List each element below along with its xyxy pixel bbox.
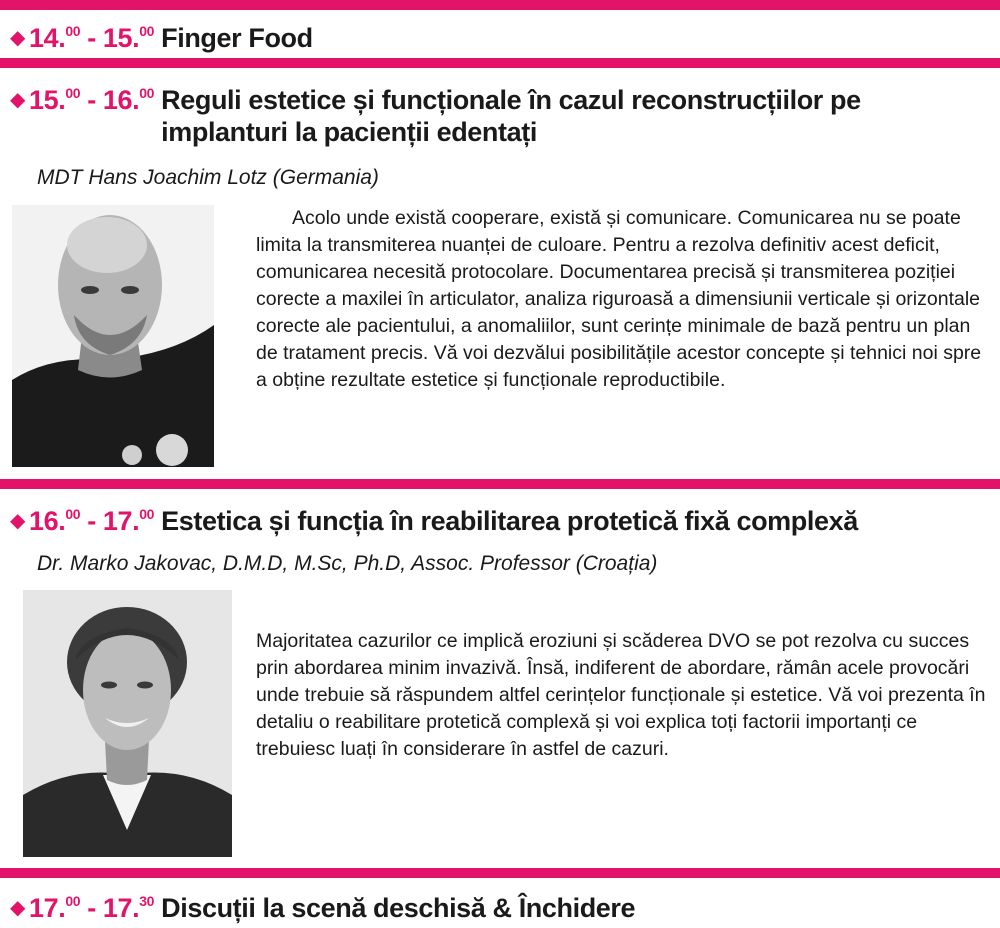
session-time: 16.00 - 17.00 [28, 506, 155, 536]
session-time: 14.00 - 15.00 [28, 23, 155, 53]
session-header [10, 22, 990, 54]
speaker-name: Dr. Marko Jakovac, D.M.D, M.Sc, Ph.D, Assoc. Professor (Croația) [37, 552, 658, 575]
divider-rule [0, 58, 1000, 68]
divider-rule [0, 0, 1000, 10]
diamond-icon: ◆ [10, 897, 25, 919]
divider-rule [0, 479, 1000, 489]
diamond-icon: ◆ [10, 89, 25, 111]
session-description: Acolo unde există cooperare, există și comunicare. Comunicarea nu se poate limita la transmiterea nuanței de culoare. Pentru a rezolva definitiv acest deficit, comunicarea necesită protocolare. Documentarea precisă și transmiterea poziției corecte a maxilei în articulator, analiza riguroasă a dimensiunii verticale și orizontale corecte ale pacientului, a anomaliilor, sunt cerințe minimale de bază pentru un plan de tratament precis. Vă voi dezvălui posibilitățile acestor concepte și tehnici noi spre a obține rezultate estetice și funcționale reproductibile. [256, 207, 982, 391]
session-title: Estetica și funcția în reabilitarea protetică fixă complexă [161, 506, 858, 536]
session-time: 15.00 - 16.00 [28, 85, 155, 115]
session-title-line: Reguli estetice și funcționale în cazul reconstrucțiilor pe [161, 85, 861, 115]
session-title-line: implanturi la pacienții edentați [161, 117, 537, 147]
speaker-name: MDT Hans Joachim Lotz (Germania) [37, 166, 379, 189]
session-title: Discuții la scenă deschisă & Închidere [161, 893, 636, 923]
diamond-icon: ◆ [10, 510, 25, 532]
session-description: Majoritatea cazurilor ce implică eroziuni și scăderea DVO se pot rezolva cu succes prin abordarea minim invazivă. Însă, indiferent de abordare, rămân acele provocări unde trebuie să răspundem altfel cerințelor funcționale și estetice. Vă voi prezenta în detaliu o reabilitare protetică complexă și voi explica toți factorii importanți ce trebuiesc luați în considerare în astfel de cazuri. [256, 630, 986, 760]
session-header [10, 84, 990, 148]
session-title [161, 84, 861, 148]
session-header [10, 892, 990, 924]
diamond-icon: ◆ [10, 27, 25, 49]
divider-rule [0, 868, 1000, 878]
session-time: 17.00 - 17.30 [28, 893, 155, 923]
speaker-photo [23, 590, 232, 857]
session-title: Finger Food [161, 23, 313, 53]
session-header [10, 505, 990, 537]
speaker-photo [12, 205, 214, 467]
